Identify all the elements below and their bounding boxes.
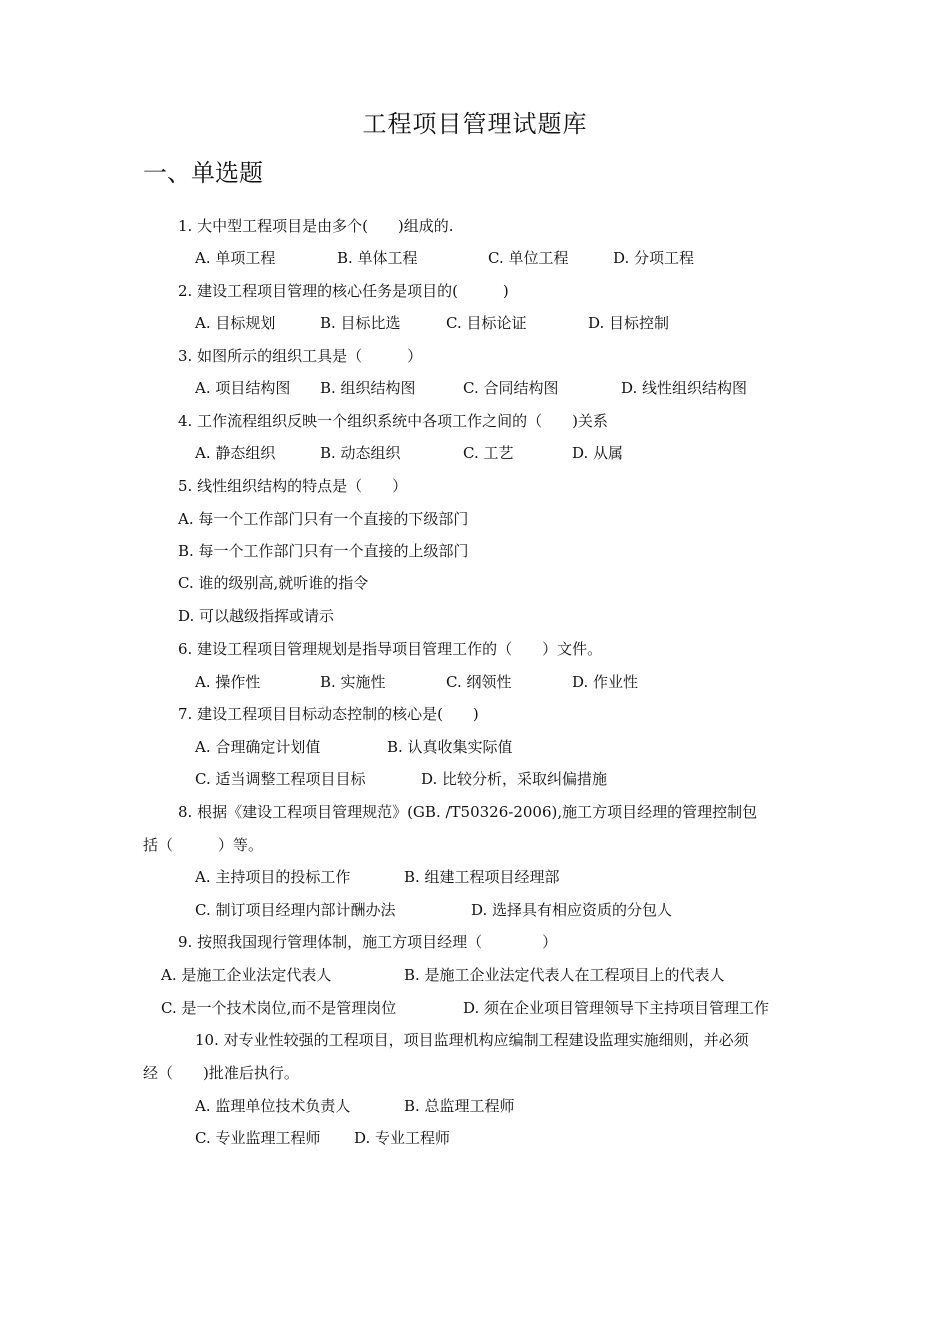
q9-option-b: B. 是施工企业法定代表人在工程项目上的代表人: [404, 966, 725, 984]
q8-option-c: C. 制订项目经理内部计酬办法: [195, 901, 396, 919]
question-8-continuation: 括（ ）等。: [143, 836, 264, 854]
q6-option-d: D. 作业性: [572, 673, 639, 691]
q6-option-a: A. 操作性: [195, 673, 261, 691]
question-8: 8. 根据《建设工程项目管理规范》(GB. /T50326-2006),施工方项目经理的管理控制包: [178, 803, 758, 821]
q9-option-c: C. 是一个技术岗位,而不是管理岗位: [161, 999, 397, 1017]
q3-option-d: D. 线性组织结构图: [621, 379, 748, 397]
q1-option-b: B. 单体工程: [337, 249, 418, 267]
question-2: 2. 建设工程项目管理的核心任务是项目的( ): [178, 282, 509, 300]
question-4: 4. 工作流程组织反映一个组织系统中各项工作之间的（ )关系: [178, 412, 608, 430]
q6-option-b: B. 实施性: [320, 673, 386, 691]
q2-option-c: C. 目标论证: [446, 314, 527, 332]
q3-option-c: C. 合同结构图: [463, 379, 559, 397]
q7-option-d: D. 比较分析，采取纠偏措施: [421, 770, 608, 788]
q10-option-b: B. 总监理工程师: [404, 1097, 515, 1115]
question-1: 1. 大中型工程项目是由多个( )组成的.: [178, 217, 454, 235]
question-7: 7. 建设工程项目目标动态控制的核心是( ): [178, 705, 479, 723]
q7-option-a: A. 合理确定计划值: [195, 738, 321, 756]
q9-option-d: D. 须在企业项目管理领导下主持项目管理工作: [463, 999, 770, 1017]
q4-option-a: A. 静态组织: [195, 444, 276, 462]
q10-option-a: A. 监理单位技术负责人: [195, 1097, 351, 1115]
q10-option-d: D. 专业工程师: [354, 1129, 451, 1147]
q6-option-c: C. 纲领性: [446, 673, 512, 691]
q1-option-c: C. 单位工程: [488, 249, 569, 267]
q1-option-d: D. 分项工程: [613, 249, 695, 267]
q7-option-c: C. 适当调整工程项目目标: [195, 770, 366, 788]
q8-option-b: B. 组建工程项目经理部: [404, 868, 560, 886]
q2-option-d: D. 目标控制: [588, 314, 670, 332]
q3-option-b: B. 组织结构图: [320, 379, 416, 397]
q5-option-b: B. 每一个工作部门只有一个直接的上级部门: [178, 542, 469, 560]
q10-option-c: C. 专业监理工程师: [195, 1129, 321, 1147]
q7-option-b: B. 认真收集实际值: [387, 738, 513, 756]
document-title: 工程项目管理试题库: [362, 110, 588, 138]
q3-option-a: A. 项目结构图: [195, 379, 291, 397]
question-5: 5. 线性组织结构的特点是（ ）: [178, 477, 408, 495]
q5-option-c: C. 谁的级别高,就听谁的指令: [178, 574, 369, 592]
question-10: 10. 对专业性较强的工程项目，项目监理机构应编制工程建设监理实施细则，并必须: [195, 1031, 749, 1049]
q9-option-a: A. 是施工企业法定代表人: [161, 966, 332, 984]
question-6: 6. 建设工程项目管理规划是指导项目管理工作的（ ）文件。: [178, 640, 603, 658]
q4-option-c: C. 工艺: [463, 444, 514, 462]
q2-option-a: A. 目标规划: [195, 314, 276, 332]
q8-option-d: D. 选择具有相应资质的分包人: [471, 901, 673, 919]
question-3: 3. 如图所示的组织工具是（ ）: [178, 347, 423, 365]
q4-option-d: D. 从属: [572, 444, 624, 462]
q2-option-b: B. 目标比选: [320, 314, 401, 332]
q5-option-d: D. 可以越级指挥或请示: [178, 607, 335, 625]
question-9: 9. 按照我国现行管理体制，施工方项目经理（ ）: [178, 933, 558, 951]
q4-option-b: B. 动态组织: [320, 444, 401, 462]
q8-option-a: A. 主持项目的投标工作: [195, 868, 351, 886]
q1-option-a: A. 单项工程: [195, 249, 276, 267]
section-heading: 一、单选题: [143, 159, 263, 187]
question-10-continuation: 经（ )批准后执行。: [143, 1064, 299, 1082]
q5-option-a: A. 每一个工作部门只有一个直接的下级部门: [178, 510, 469, 528]
